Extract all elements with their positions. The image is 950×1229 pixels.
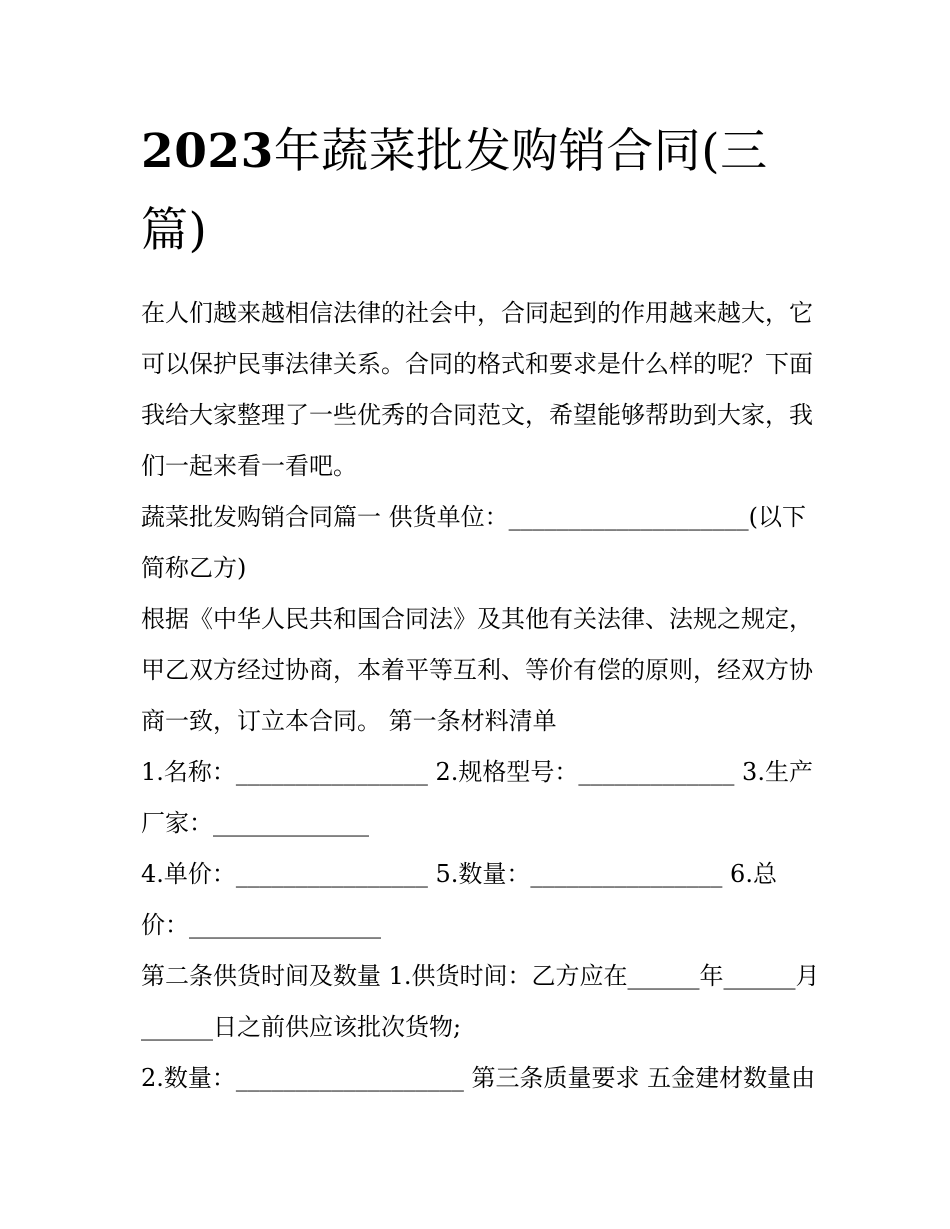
quantity-paragraph: 2.数量：___________________ 第三条质量要求 五金建材数量由 (141, 1064, 816, 1092)
title-text: 年蔬菜批发购销合同(三篇) (141, 124, 768, 258)
supply-time-paragraph: 第二条供货时间及数量 1.供货时间：乙方应在______年______月______日之前供应该批次货物; (141, 962, 820, 1041)
document-title (141, 112, 821, 270)
material-list-line-1: 1.名称：________________ 2.规格型号：_____________ 3.生产厂家：_____________ (141, 758, 813, 837)
title-year: 2023 (141, 124, 274, 179)
document-body (141, 288, 821, 1104)
supplier-paragraph: 蔬菜批发购销合同篇一 供货单位：____________________(以下简称乙方) (141, 503, 806, 582)
basis-paragraph: 根据《中华人民共和国合同法》及其他有关法律、法规之规定，甲乙双方经过协商，本着平等互利、等价有偿的原则，经双方协商一致，订立本合同。 第一条材料清单 (141, 605, 813, 735)
document-page (141, 112, 821, 1104)
material-list-line-2: 4.单价：________________ 5.数量：________________ 6.总价：________________ (141, 860, 777, 939)
intro-paragraph: 在人们越来越相信法律的社会中，合同起到的作用越来越大，它可以保护民事法律关系。合同的格式和要求是什么样的呢？下面我给大家整理了一些优秀的合同范文，希望能够帮助到大家，我们一起来看一看吧。 (141, 299, 813, 480)
